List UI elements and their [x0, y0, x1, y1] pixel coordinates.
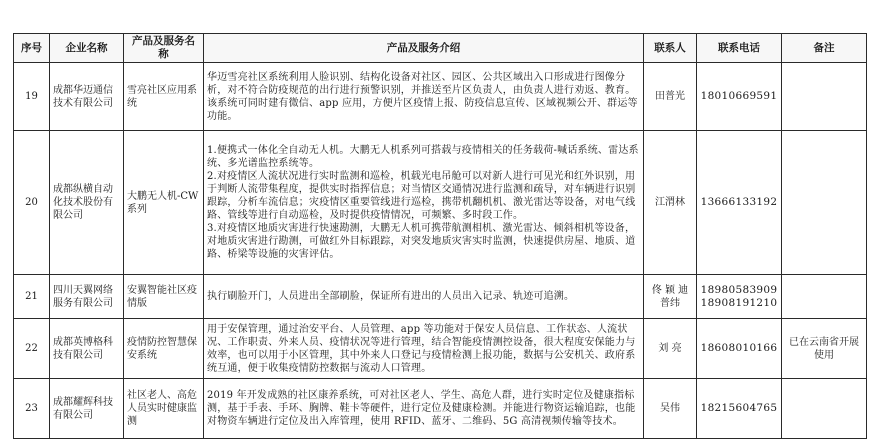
row-phone — [697, 63, 782, 131]
product-table — [13, 33, 867, 439]
phone-number: 18010669591 — [700, 90, 778, 102]
row-contact: 刘 亮 — [644, 319, 697, 379]
row-company: 成都英博格科技有限公司 — [50, 319, 124, 379]
header-contact: 联系人 — [644, 34, 697, 63]
phone-number: 18980583909 — [700, 283, 778, 296]
row-note: 已在云南省开展使用 — [782, 319, 867, 379]
table-container — [13, 33, 866, 438]
row-note — [782, 63, 867, 131]
row-contact: 吴伟 — [644, 379, 697, 439]
row-intro — [204, 131, 644, 275]
intro-paragraph: 2.对疫情区人流状况进行实时监测和巡检，机载光电吊舱可以对新人进行可见光和红外识别，用于判断人流带集程度，提供实时指挥信息；对当情区交通情况进行监测和疏导，对车辆进行识别跟踪，分析车流信息；灾疫情区重要管线进行巡检，携带机翻机机、激光雷达等设备，对电气线路、管线等进行自动巡检，及时提供疫情情况，可频繁、多时段工作。 — [207, 171, 636, 221]
table-row — [14, 379, 867, 439]
row-intro — [204, 63, 644, 131]
row-intro — [204, 275, 644, 319]
row-company: 成都耀辉科技有限公司 — [50, 379, 124, 439]
intro-paragraph: 执行刷脸开门，人员进出全部刷脸，保证所有进出的人员出入记录、轨迹可追溯。 — [207, 291, 575, 302]
intro-paragraph: 1.便携式一体化全自动无人机。大鹏无人机系列可搭载与疫情相关的任务载荷-喊话系统、雷达系统、多光谱监控系统等。 — [207, 145, 639, 169]
row-product: 社区老人、高危人员实时健康监测 — [124, 379, 204, 439]
phone-number: 18608010166 — [700, 342, 778, 354]
row-phone — [697, 379, 782, 439]
row-seq: 20 — [14, 131, 50, 275]
row-note — [782, 379, 867, 439]
header-company: 企业名称 — [50, 34, 124, 63]
intro-paragraph: 用于安保管理，通过治安平台、人员管理、app 等功能对于保安人员信息、工作状态、人流状况、工作职责、外来人员、疫情状况等进行管理，结合智能疫情测控设备，很大程度安保能力与效率，也可以用于小区管理，其中外来人口登记与疫情检测上报功能，数据与公安机关、政府系统互通，便于收集疫情防控数据与流动人口管理。 — [207, 323, 636, 374]
header-product: 产品及服务名称 — [124, 34, 204, 63]
phone-number: 18908191210 — [700, 296, 778, 309]
table-row — [14, 63, 867, 131]
row-intro — [204, 319, 644, 379]
row-company: 四川天翼网络服务有限公司 — [50, 275, 124, 319]
row-seq: 23 — [14, 379, 50, 439]
intro-paragraph: 2019 年开发成熟的社区康养系统，可对社区老人、学生、高危人群，进行实时定位及健康指标测，基于手表、手环、胸牌、鞋卡等硬件，进行定位及健康检测。并能进行物资运输追踪，也能对物资车辆进行定位及出入库管理，使用 RFID、蓝牙、二维码、5G 高清视频传输等技术。 — [207, 390, 636, 427]
row-phone — [697, 131, 782, 275]
table-row — [14, 275, 867, 319]
row-phone — [697, 275, 782, 319]
header-seq: 序号 — [14, 34, 50, 63]
header-intro: 产品及服务介绍 — [204, 34, 644, 63]
row-seq: 21 — [14, 275, 50, 319]
table-row — [14, 131, 867, 275]
row-contact: 田普光 — [644, 63, 697, 131]
header-phone: 联系电话 — [697, 34, 782, 63]
row-phone — [697, 319, 782, 379]
row-company: 成都纵横自动化技术股份有限公司 — [50, 131, 124, 275]
phone-number: 13666133192 — [700, 196, 778, 208]
table-row — [14, 319, 867, 379]
row-product: 雪亮社区应用系统 — [124, 63, 204, 131]
phone-number: 18215604765 — [700, 402, 778, 414]
row-note — [782, 275, 867, 319]
header-row — [14, 34, 867, 63]
row-seq: 19 — [14, 63, 50, 131]
row-seq: 22 — [14, 319, 50, 379]
intro-paragraph: 华迈雪亮社区系统利用人脸识别、结构化设备对社区、园区、公共区域出入口形成进行图像分析，对不符合防疫规范的出行进行预警识别，并推送至片区负责人，由负责人进行劝返、教育。该系统可同时建有微信、app 应用，方便片区疫情上报、防疫信息宣传、区域视频公开、群运等功能。 — [207, 71, 638, 122]
row-company: 成都华迈通信技术有限公司 — [50, 63, 124, 131]
header-note: 备注 — [782, 34, 867, 63]
row-intro — [204, 379, 644, 439]
row-contact: 江渭林 — [644, 131, 697, 275]
row-product: 安翼智能社区疫情版 — [124, 275, 204, 319]
intro-paragraph: 3.对疫情区地质灾害进行快速勘测，大鹏无人机可携带航测相机、激光雷达、倾斜相机等设备，对地质灾害进行勘测，可做红外目标跟踪，对突发地质灾害实时监测，快速提供房屋、地质、道路、桥梁等设施的灾害评估。 — [207, 223, 636, 260]
row-product: 大鹏无人机-CW 系列 — [124, 131, 204, 275]
row-product: 疫情防控智慧保安系统 — [124, 319, 204, 379]
row-contact: 佟 颖 迪普纬 — [644, 275, 697, 319]
row-note — [782, 131, 867, 275]
